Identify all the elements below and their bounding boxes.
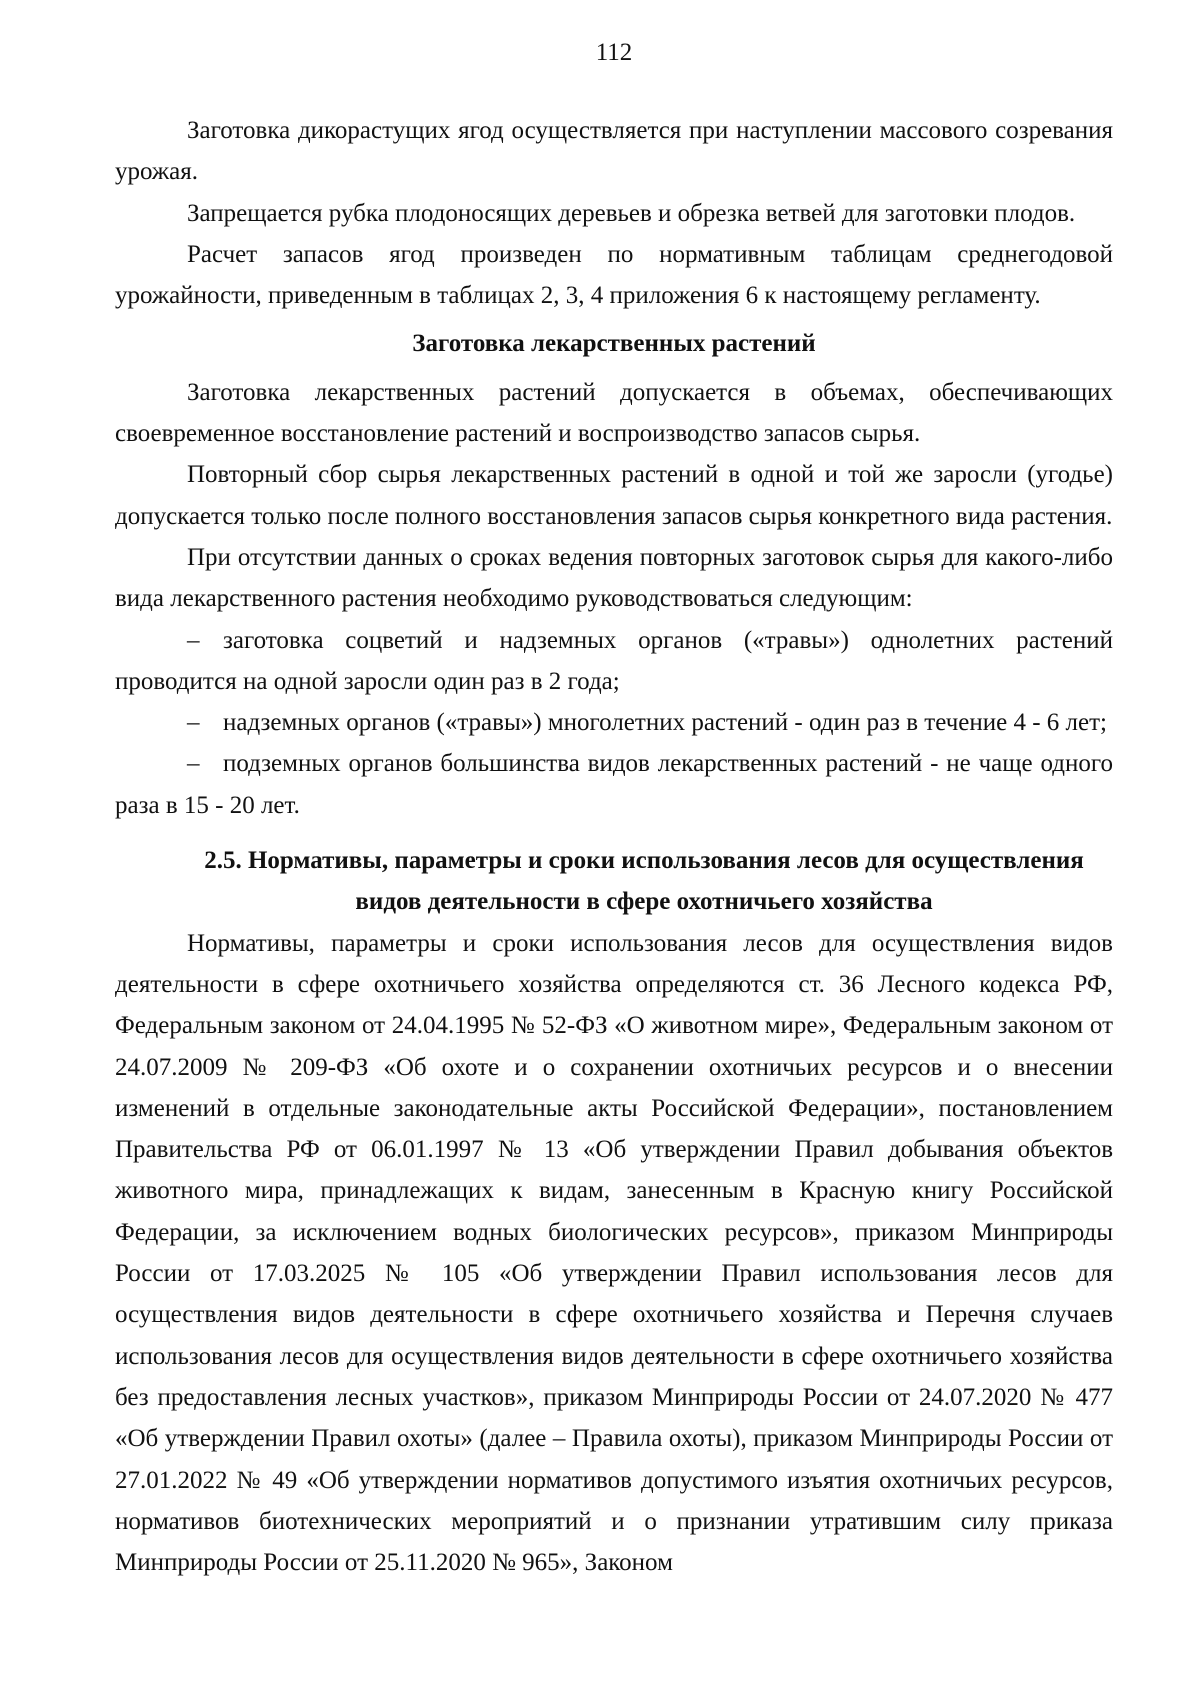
list-dash: –	[187, 750, 200, 778]
list-dash: –	[187, 709, 200, 737]
list-item-text: надземных органов («травы») многолетних растений - один раз в течение 4 - 6 лет;	[223, 709, 1107, 737]
list-item	[115, 620, 1113, 703]
paragraph-hunting-norms: Нормативы, параметры и сроки использования лесов для осуществления видов деятельности в сфере охотничьего хозяйства определяются ст. 36 Лесного кодекса РФ, Федеральным законом от 24.04.1995 № 52-ФЗ «О животном мире», Федеральным законом от 24.07.2009 № 209-ФЗ «Об охоте и о сохранении охотничьих ресурсов и о внесении изменений в отдельные законодательные акты Российской Федерации», постановлением Правительства РФ от 06.01.1997 № 13 «Об утверждении Правил добывания объектов животного мира, принадлежащих к видам, занесенным в Красную книгу Российской Федерации, за исключением водных биологических ресурсов», приказом Минприроды России от 17.03.2025 № 105 «Об утверждении Правил использования лесов для осуществления видов деятельности в сфере охотничьего хозяйства и Перечня случаев использования лесов для осуществления видов деятельности в сфере охотничьего хозяйства без предоставления лесных участков», приказом Минприроды России от 24.07.2020 № 477 «Об утверждении Правил охоты» (далее – Правила охоты), приказом Минприроды России от 27.01.2022 № 49 «Об утверждении нормативов допустимого изъятия охотничьих ресурсов, нормативов биотехнических мероприятий и о признании утратившим силу приказа Минприроды России от 25.11.2020 № 965», Законом	[115, 929, 1113, 1577]
paragraph-repeated-collection: Повторный сбор сырья лекарственных растений в одной и той же заросли (угодье) допускается только после полного восстановления запасов сырья конкретного вида растения.	[115, 461, 1113, 530]
list-item	[115, 702, 1113, 743]
list-item-text: подземных органов большинства видов лекарственных растений - не чаще одного раза в 15 - 20 лет.	[115, 750, 1113, 819]
paragraph-guidelines-intro: При отсутствии данных о сроках ведения повторных заготовок сырья для какого-либо вида лекарственного растения необходимо руководствоваться следующим:	[115, 543, 1113, 613]
paragraph-berry-reserves: Расчет запасов ягод произведен по нормативным таблицам среднегодовой урожайности, приведенным в таблицах 2, 3, 4 приложения 6 к настоящему регламенту.	[115, 240, 1113, 310]
heading-medicinal-plants: Заготовка лекарственных растений	[412, 330, 816, 358]
list-item-text: заготовка соцветий и надземных органов («травы») однолетних растений проводится на одной заросли один раз в 2 года;	[115, 626, 1113, 695]
paragraph-fruit-trees: Запрещается рубка плодоносящих деревьев и обрезка ветвей для заготовки плодов.	[187, 199, 1076, 227]
page-number: 112	[595, 39, 633, 66]
list-item	[115, 743, 1113, 826]
page-content	[115, 110, 1113, 1583]
paragraph-berries-harvest: Заготовка дикорастущих ягод осуществляется при наступлении массового созревания урожая.	[115, 117, 1113, 186]
section-heading-hunting: 2.5. Нормативы, параметры и сроки использования лесов для осуществления видов деятельности в сфере охотничьего хозяйства	[204, 847, 1084, 916]
paragraph-medicinal-volumes: Заготовка лекарственных растений допускается в объемах, обеспечивающих своевременное восстановление растений и воспроизводство запасов сырья.	[115, 378, 1113, 448]
list-dash: –	[187, 626, 200, 654]
